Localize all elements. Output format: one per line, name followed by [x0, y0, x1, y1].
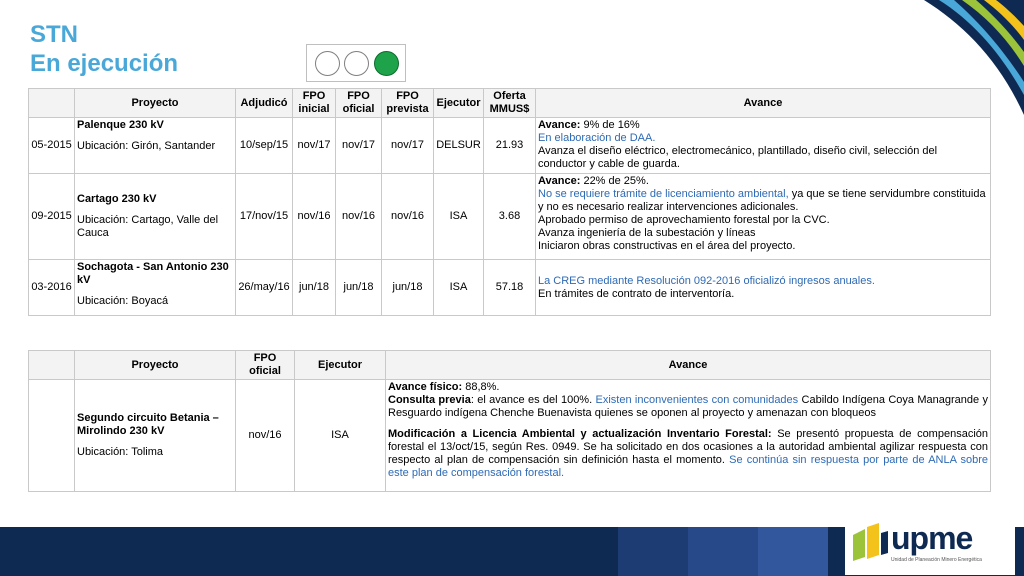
- traffic-light-indicator: [306, 44, 406, 82]
- header-fpo-prevista: FPO prevista: [382, 89, 434, 118]
- cell-proyecto: [75, 380, 236, 492]
- upme-logo: [845, 515, 1015, 575]
- cell-fpo-inicial: jun/18: [293, 260, 336, 316]
- cell-blank: [29, 380, 75, 492]
- avance-highlight: No se requiere trámite de licenciamiento ambiental,: [538, 188, 789, 200]
- cell-proyecto: [75, 260, 236, 316]
- header-fpo-oficial: FPO oficial: [336, 89, 382, 118]
- cell-ejecutor: ISA: [434, 260, 484, 316]
- header-fpo-oficial: FPO oficial: [236, 351, 295, 380]
- cell-avance: [536, 118, 991, 174]
- title-line-1: STN: [30, 21, 78, 48]
- title-line-2: En ejecución: [30, 50, 179, 77]
- avance-label: Avance:: [538, 175, 581, 187]
- cell-fecha: 05-2015: [29, 118, 75, 174]
- header-ejecutor: Ejecutor: [295, 351, 386, 380]
- slide-title: [30, 20, 178, 78]
- circuit-table: [28, 350, 991, 492]
- avance-line: Aprobado permiso de aprovechamiento forestal por la CVC.: [538, 214, 830, 226]
- header-fpo-inicial: FPO inicial: [293, 89, 336, 118]
- avance-text: En trámites de contrato de interventoría.: [538, 287, 735, 300]
- avance-value: 9% de 16%: [580, 119, 640, 131]
- cell-avance: [536, 260, 991, 316]
- project-location: Ubicación: Cartago, Valle del Cauca: [77, 214, 219, 239]
- cell-fpo-prevista: jun/18: [382, 260, 434, 316]
- footer-block: [758, 527, 828, 576]
- cell-fpo-prevista: nov/17: [382, 118, 434, 174]
- footer-block: [688, 527, 758, 576]
- avance-fisico-label: Avance físico:: [388, 381, 463, 393]
- cell-proyecto: [75, 174, 236, 260]
- header-adjudico: Adjudicó: [236, 89, 293, 118]
- table-row: [29, 174, 991, 260]
- project-name: Sochagota - San Antonio 230 kV: [77, 261, 229, 286]
- table-row: [29, 380, 991, 492]
- avance-text: ya que se tiene servidumbre constituida y no es necesario realizar intervenciones adicionales.: [538, 188, 986, 213]
- cell-oferta: 57.18: [484, 260, 536, 316]
- footer-block: [618, 527, 688, 576]
- cell-fpo-inicial: nov/17: [293, 118, 336, 174]
- modificacion-label: Modificación a Licencia Ambiental y actualización Inventario Forestal:: [388, 428, 772, 440]
- consulta-label: Consulta previa: [388, 394, 471, 406]
- cell-adjudico: 17/nov/15: [236, 174, 293, 260]
- header-oferta: Oferta MMUS$: [484, 89, 536, 118]
- cell-fecha: 03-2016: [29, 260, 75, 316]
- avance-value: 22% de 25%.: [580, 175, 649, 187]
- modificacion-highlight: Se continúa sin respuesta por parte de ANLA sobre este plan de compensación forestal.: [388, 454, 988, 479]
- avance-fisico-value: 88,8%.: [462, 381, 500, 393]
- avance-text: Avanza el diseño eléctrico, electromecánico, plantillado, diseño civil, selección del conductor y cable de guarda.: [538, 145, 938, 170]
- avance-label: Avance:: [538, 119, 581, 131]
- header-fecha: [29, 89, 75, 118]
- cell-proyecto: [75, 118, 236, 174]
- upme-logo-subtitle: Unidad de Planeación Minero Energética: [891, 557, 982, 563]
- project-location: Ubicación: Girón, Santander: [77, 140, 216, 152]
- cell-fpo-oficial: jun/18: [336, 260, 382, 316]
- project-name: Cartago 230 kV: [77, 193, 157, 205]
- project-location: Ubicación: Tolima: [77, 446, 164, 458]
- consulta-text-2: Cabildo Indígena Coya Managrande y Resguardo indígena Chenche Buenavista quienes se oponen al proyecto y amenazan con bloqueos: [388, 394, 988, 419]
- status-light-off-icon: [315, 51, 340, 76]
- cell-ejecutor: ISA: [434, 174, 484, 260]
- header-ejecutor: Ejecutor: [434, 89, 484, 118]
- avance-highlight: La CREG mediante Resolución 092-2016 oficializó ingresos anuales.: [538, 274, 875, 287]
- avance-highlight: En elaboración de DAA.: [538, 132, 656, 144]
- header-avance: Avance: [536, 89, 991, 118]
- cell-avance: [386, 380, 991, 492]
- table-header-row: [29, 89, 991, 118]
- avance-line: Avanza ingeniería de la subestación y líneas: [538, 227, 756, 239]
- cell-oferta: 3.68: [484, 174, 536, 260]
- project-location: Ubicación: Boyacá: [77, 295, 169, 307]
- cell-fpo-inicial: nov/16: [293, 174, 336, 260]
- cell-fecha: 09-2015: [29, 174, 75, 260]
- consulta-text: : el avance es del 100%.: [470, 394, 596, 406]
- modificacion-text: Se presentó propuesta de compensación forestal el 13/oct/15, según Res. 0949. Se ha solicitado en dos ocasiones a la autoridad ambiental agilizar respuesta con respecto al plan de compensación sin definición hasta el momento.: [388, 428, 988, 466]
- status-light-green-icon: [374, 51, 399, 76]
- cell-avance: [536, 174, 991, 260]
- header-proyecto: Proyecto: [75, 89, 236, 118]
- cell-oferta: 21.93: [484, 118, 536, 174]
- upme-logo-word: upme: [891, 520, 973, 556]
- project-name: Palenque 230 kV: [77, 119, 164, 131]
- table-header-row: [29, 351, 991, 380]
- cell-fpo-oficial: nov/16: [236, 380, 295, 492]
- status-light-off-icon: [344, 51, 369, 76]
- consulta-highlight: Existen inconvenientes con comunidades: [595, 394, 799, 406]
- cell-adjudico: 10/sep/15: [236, 118, 293, 174]
- cell-fpo-oficial: nov/16: [336, 174, 382, 260]
- project-name: Segundo circuito Betania – Mirolindo 230 kV: [77, 412, 219, 437]
- table-row: [29, 260, 991, 316]
- avance-line: Iniciaron obras constructivas en el área del proyecto.: [538, 240, 796, 252]
- table-row: [29, 118, 991, 174]
- cell-adjudico: 26/may/16: [236, 260, 293, 316]
- cell-ejecutor: DELSUR: [434, 118, 484, 174]
- projects-table: [28, 88, 991, 316]
- header-blank: [29, 351, 75, 380]
- cell-ejecutor: ISA: [295, 380, 386, 492]
- header-proyecto: Proyecto: [75, 351, 236, 380]
- cell-fpo-prevista: nov/16: [382, 174, 434, 260]
- header-avance: Avance: [386, 351, 991, 380]
- upme-logo-mark-icon: [851, 523, 889, 563]
- cell-fpo-oficial: nov/17: [336, 118, 382, 174]
